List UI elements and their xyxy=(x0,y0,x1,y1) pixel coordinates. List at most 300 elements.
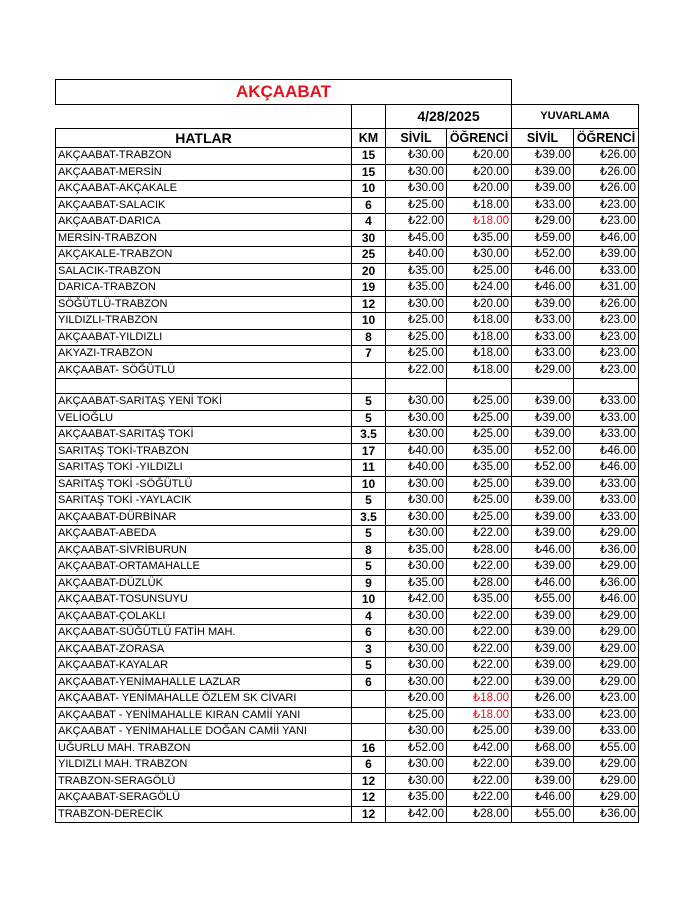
student-rounded-price-cell: ₺36.00 xyxy=(574,806,639,823)
civil-price-cell: ₺22.00 xyxy=(386,362,447,379)
column-header-civil: SİVİL xyxy=(386,129,447,148)
student-rounded-price-cell: ₺55.00 xyxy=(574,740,639,757)
column-header-route: HATLAR xyxy=(56,129,352,148)
civil-price-cell: ₺25.00 xyxy=(386,329,447,346)
km-cell xyxy=(352,707,386,724)
route-cell: SARITAŞ TOKİ -YILDIZLI xyxy=(56,460,352,477)
student-rounded-price-cell: ₺29.00 xyxy=(574,790,639,807)
student-price-cell: ₺25.00 xyxy=(447,509,512,526)
table-row xyxy=(56,148,639,165)
route-cell: AKÇAABAT-SARITAŞ TOKİ xyxy=(56,427,352,444)
civil-rounded-price-cell: ₺52.00 xyxy=(512,247,574,264)
km-cell: 15 xyxy=(352,164,386,181)
table-row xyxy=(56,197,639,214)
civil-rounded-price-cell: ₺46.00 xyxy=(512,575,574,592)
civil-rounded-price-cell: ₺68.00 xyxy=(512,740,574,757)
civil-rounded-price-cell: ₺39.00 xyxy=(512,181,574,198)
student-rounded-price-cell: ₺29.00 xyxy=(574,757,639,774)
student-rounded-price-cell: ₺29.00 xyxy=(574,641,639,658)
student-price-cell: ₺22.00 xyxy=(447,773,512,790)
civil-rounded-price-cell: ₺33.00 xyxy=(512,197,574,214)
route-cell: SALACIK-TRABZON xyxy=(56,263,352,280)
header-km-blank xyxy=(352,105,386,129)
km-cell: 5 xyxy=(352,526,386,543)
fare-table xyxy=(55,104,639,823)
student-rounded-price-cell: ₺46.00 xyxy=(574,230,639,247)
route-cell: AKÇAABAT-TOSUNSUYU xyxy=(56,592,352,609)
km-cell: 9 xyxy=(352,575,386,592)
km-cell: 12 xyxy=(352,296,386,313)
student-rounded-price-cell: ₺23.00 xyxy=(574,707,639,724)
route-cell: AKÇAABAT-ÇOLAKLI xyxy=(56,608,352,625)
table-row xyxy=(56,625,639,642)
student-price-cell: ₺35.00 xyxy=(447,443,512,460)
civil-rounded-price-cell: ₺39.00 xyxy=(512,427,574,444)
civil-price-cell: ₺30.00 xyxy=(386,164,447,181)
km-cell: 10 xyxy=(352,181,386,198)
km-cell: 20 xyxy=(352,263,386,280)
student-price-cell: ₺22.00 xyxy=(447,608,512,625)
civil-rounded-price-cell: ₺39.00 xyxy=(512,658,574,675)
student-price-cell xyxy=(447,379,512,394)
km-cell: 5 xyxy=(352,559,386,576)
civil-rounded-price-cell: ₺33.00 xyxy=(512,329,574,346)
civil-price-cell: ₺40.00 xyxy=(386,443,447,460)
km-cell: 8 xyxy=(352,542,386,559)
civil-rounded-price-cell: ₺39.00 xyxy=(512,641,574,658)
header-blank xyxy=(56,105,352,129)
civil-price-cell: ₺30.00 xyxy=(386,625,447,642)
student-price-cell: ₺18.00 xyxy=(447,214,512,231)
civil-price-cell: ₺20.00 xyxy=(386,691,447,708)
km-cell: 11 xyxy=(352,460,386,477)
km-cell: 8 xyxy=(352,329,386,346)
route-cell: SARITAŞ TOKİ -YAYLACIK xyxy=(56,493,352,510)
table-row xyxy=(56,592,639,609)
student-price-cell: ₺22.00 xyxy=(447,559,512,576)
civil-rounded-price-cell: ₺29.00 xyxy=(512,362,574,379)
table-row xyxy=(56,542,639,559)
km-cell: 6 xyxy=(352,197,386,214)
km-cell xyxy=(352,691,386,708)
student-price-cell: ₺25.00 xyxy=(447,476,512,493)
student-price-cell: ₺30.00 xyxy=(447,247,512,264)
civil-rounded-price-cell: ₺52.00 xyxy=(512,443,574,460)
civil-price-cell: ₺30.00 xyxy=(386,641,447,658)
civil-price-cell: ₺35.00 xyxy=(386,263,447,280)
civil-rounded-price-cell: ₺39.00 xyxy=(512,296,574,313)
civil-rounded-price-cell: ₺39.00 xyxy=(512,526,574,543)
student-price-cell: ₺28.00 xyxy=(447,806,512,823)
km-cell: 10 xyxy=(352,476,386,493)
civil-rounded-price-cell: ₺46.00 xyxy=(512,263,574,280)
civil-rounded-price-cell: ₺33.00 xyxy=(512,313,574,330)
student-price-cell: ₺25.00 xyxy=(447,427,512,444)
civil-price-cell: ₺30.00 xyxy=(386,148,447,165)
route-cell: VELİOĞLU xyxy=(56,410,352,427)
student-price-cell: ₺18.00 xyxy=(447,346,512,363)
civil-price-cell: ₺25.00 xyxy=(386,313,447,330)
student-price-cell: ₺42.00 xyxy=(447,740,512,757)
student-price-cell: ₺18.00 xyxy=(447,691,512,708)
student-rounded-price-cell: ₺33.00 xyxy=(574,509,639,526)
civil-price-cell: ₺30.00 xyxy=(386,181,447,198)
civil-price-cell: ₺45.00 xyxy=(386,230,447,247)
km-cell: 25 xyxy=(352,247,386,264)
table-row xyxy=(56,247,639,264)
route-cell: AKÇAABAT-SERAGÖLÜ xyxy=(56,790,352,807)
civil-rounded-price-cell: ₺39.00 xyxy=(512,148,574,165)
table-row xyxy=(56,362,639,379)
student-rounded-price-cell: ₺23.00 xyxy=(574,329,639,346)
route-cell: AKÇAABAT-AKÇAKALE xyxy=(56,181,352,198)
km-cell xyxy=(352,379,386,394)
civil-rounded-price-cell: ₺39.00 xyxy=(512,625,574,642)
route-cell: AKÇAABAT-SÜĞÜTLÜ FATİH MAH. xyxy=(56,625,352,642)
civil-price-cell: ₺30.00 xyxy=(386,476,447,493)
civil-rounded-price-cell: ₺46.00 xyxy=(512,280,574,297)
table-row xyxy=(56,658,639,675)
route-cell: SARITAŞ TOKİ-TRABZON xyxy=(56,443,352,460)
student-rounded-price-cell: ₺23.00 xyxy=(574,691,639,708)
student-rounded-price-cell: ₺26.00 xyxy=(574,181,639,198)
table-row xyxy=(56,313,639,330)
km-cell: 6 xyxy=(352,757,386,774)
student-price-cell: ₺18.00 xyxy=(447,197,512,214)
route-cell: AKÇAABAT - YENİMAHALLE DOĞAN CAMİİ YANI xyxy=(56,724,352,741)
civil-rounded-price-cell: ₺46.00 xyxy=(512,542,574,559)
route-cell: AKÇAABAT-SALACIK xyxy=(56,197,352,214)
student-price-cell: ₺25.00 xyxy=(447,410,512,427)
km-cell: 5 xyxy=(352,493,386,510)
header-date-row xyxy=(56,105,639,129)
civil-price-cell: ₺30.00 xyxy=(386,724,447,741)
km-cell: 10 xyxy=(352,592,386,609)
civil-rounded-price-cell: ₺52.00 xyxy=(512,460,574,477)
civil-rounded-price-cell: ₺39.00 xyxy=(512,394,574,411)
civil-rounded-price-cell: ₺33.00 xyxy=(512,346,574,363)
student-rounded-price-cell: ₺26.00 xyxy=(574,164,639,181)
route-cell: YILDIZLI-TRABZON xyxy=(56,313,352,330)
civil-price-cell: ₺25.00 xyxy=(386,346,447,363)
column-header-student-rounded: ÖĞRENCİ xyxy=(574,129,639,148)
route-cell: AKÇAABAT-SİVRİBURUN xyxy=(56,542,352,559)
table-row xyxy=(56,476,639,493)
student-rounded-price-cell: ₺23.00 xyxy=(574,197,639,214)
route-cell: AKÇAABAT - YENİMAHALLE KIRAN CAMİİ YANI xyxy=(56,707,352,724)
civil-price-cell xyxy=(386,379,447,394)
table-row xyxy=(56,740,639,757)
civil-price-cell: ₺30.00 xyxy=(386,427,447,444)
civil-price-cell: ₺30.00 xyxy=(386,410,447,427)
km-cell: 15 xyxy=(352,148,386,165)
route-cell: AKÇAABAT-YILDIZLI xyxy=(56,329,352,346)
civil-price-cell: ₺30.00 xyxy=(386,608,447,625)
table-row xyxy=(56,724,639,741)
civil-price-cell: ₺25.00 xyxy=(386,197,447,214)
route-cell: SÖĞÜTLÜ-TRABZON xyxy=(56,296,352,313)
student-rounded-price-cell: ₺33.00 xyxy=(574,724,639,741)
route-cell: AKYAZI-TRABZON xyxy=(56,346,352,363)
student-rounded-price-cell xyxy=(574,379,639,394)
tariff-date: 4/28/2025 xyxy=(386,105,512,129)
table-row xyxy=(56,410,639,427)
table-row xyxy=(56,346,639,363)
civil-rounded-price-cell: ₺39.00 xyxy=(512,608,574,625)
student-rounded-price-cell: ₺33.00 xyxy=(574,263,639,280)
route-cell: AKÇAABAT-YENİMAHALLE LAZLAR xyxy=(56,674,352,691)
km-cell: 16 xyxy=(352,740,386,757)
route-cell: AKÇAABAT- SÖĞÜTLÜ xyxy=(56,362,352,379)
student-price-cell: ₺22.00 xyxy=(447,790,512,807)
student-rounded-price-cell: ₺33.00 xyxy=(574,427,639,444)
civil-rounded-price-cell: ₺39.00 xyxy=(512,476,574,493)
civil-rounded-price-cell: ₺46.00 xyxy=(512,790,574,807)
fare-rows xyxy=(56,148,639,823)
student-price-cell: ₺24.00 xyxy=(447,280,512,297)
table-row xyxy=(56,214,639,231)
student-rounded-price-cell: ₺29.00 xyxy=(574,625,639,642)
table-row xyxy=(56,329,639,346)
table-row xyxy=(56,773,639,790)
km-cell: 12 xyxy=(352,773,386,790)
civil-rounded-price-cell: ₺39.00 xyxy=(512,509,574,526)
table-row xyxy=(56,790,639,807)
civil-rounded-price-cell: ₺39.00 xyxy=(512,559,574,576)
civil-price-cell: ₺35.00 xyxy=(386,575,447,592)
student-rounded-price-cell: ₺39.00 xyxy=(574,247,639,264)
header-columns-row xyxy=(56,129,639,148)
km-cell: 17 xyxy=(352,443,386,460)
student-price-cell: ₺35.00 xyxy=(447,230,512,247)
student-price-cell: ₺22.00 xyxy=(447,658,512,675)
student-rounded-price-cell: ₺33.00 xyxy=(574,410,639,427)
civil-price-cell: ₺30.00 xyxy=(386,526,447,543)
route-cell: AKÇAABAT-KAYALAR xyxy=(56,658,352,675)
civil-price-cell: ₺30.00 xyxy=(386,296,447,313)
civil-price-cell: ₺30.00 xyxy=(386,394,447,411)
route-cell: YILDIZLI MAH. TRABZON xyxy=(56,757,352,774)
route-cell xyxy=(56,379,352,394)
table-row xyxy=(56,230,639,247)
student-price-cell: ₺28.00 xyxy=(447,575,512,592)
table-row xyxy=(56,707,639,724)
student-rounded-price-cell: ₺29.00 xyxy=(574,658,639,675)
km-cell: 6 xyxy=(352,674,386,691)
student-price-cell: ₺35.00 xyxy=(447,460,512,477)
student-price-cell: ₺18.00 xyxy=(447,707,512,724)
civil-rounded-price-cell: ₺55.00 xyxy=(512,592,574,609)
student-rounded-price-cell: ₺36.00 xyxy=(574,575,639,592)
table-row xyxy=(56,608,639,625)
student-price-cell: ₺22.00 xyxy=(447,625,512,642)
table-row xyxy=(56,674,639,691)
student-rounded-price-cell: ₺29.00 xyxy=(574,559,639,576)
student-rounded-price-cell: ₺29.00 xyxy=(574,773,639,790)
km-cell xyxy=(352,362,386,379)
route-cell: AKÇAABAT-DÜRBİNAR xyxy=(56,509,352,526)
table-row xyxy=(56,460,639,477)
table-row xyxy=(56,575,639,592)
civil-price-cell: ₺35.00 xyxy=(386,790,447,807)
km-cell: 4 xyxy=(352,608,386,625)
table-row xyxy=(56,691,639,708)
route-cell: AKÇAABAT-SARITAŞ YENİ TOKİ xyxy=(56,394,352,411)
civil-rounded-price-cell: ₺59.00 xyxy=(512,230,574,247)
table-row xyxy=(56,526,639,543)
student-price-cell: ₺25.00 xyxy=(447,724,512,741)
student-price-cell: ₺25.00 xyxy=(447,394,512,411)
civil-rounded-price-cell: ₺39.00 xyxy=(512,164,574,181)
civil-price-cell: ₺30.00 xyxy=(386,509,447,526)
student-price-cell: ₺35.00 xyxy=(447,592,512,609)
civil-price-cell: ₺30.00 xyxy=(386,674,447,691)
student-rounded-price-cell: ₺36.00 xyxy=(574,542,639,559)
student-rounded-price-cell: ₺23.00 xyxy=(574,362,639,379)
civil-rounded-price-cell: ₺29.00 xyxy=(512,214,574,231)
km-cell: 5 xyxy=(352,394,386,411)
civil-price-cell: ₺30.00 xyxy=(386,493,447,510)
route-cell: AKÇAABAT-MERSİN xyxy=(56,164,352,181)
civil-rounded-price-cell: ₺39.00 xyxy=(512,757,574,774)
km-cell: 5 xyxy=(352,410,386,427)
student-price-cell: ₺22.00 xyxy=(447,674,512,691)
student-rounded-price-cell: ₺26.00 xyxy=(574,296,639,313)
km-cell: 7 xyxy=(352,346,386,363)
student-rounded-price-cell: ₺33.00 xyxy=(574,493,639,510)
table-row xyxy=(56,296,639,313)
route-cell: AKÇAABAT-DÜZLÜK xyxy=(56,575,352,592)
table-row xyxy=(56,263,639,280)
route-cell: AKÇAABAT-ABEDA xyxy=(56,526,352,543)
km-cell: 5 xyxy=(352,658,386,675)
km-cell: 3.5 xyxy=(352,509,386,526)
route-cell: TRABZON-DERECİK xyxy=(56,806,352,823)
table-row xyxy=(56,757,639,774)
civil-rounded-price-cell: ₺39.00 xyxy=(512,724,574,741)
civil-price-cell: ₺35.00 xyxy=(386,542,447,559)
civil-price-cell: ₺35.00 xyxy=(386,280,447,297)
km-cell: 3.5 xyxy=(352,427,386,444)
table-row xyxy=(56,559,639,576)
route-cell: AKÇAABAT-TRABZON xyxy=(56,148,352,165)
route-cell: SARITAŞ TOKİ -SÖĞÜTLÜ xyxy=(56,476,352,493)
student-price-cell: ₺28.00 xyxy=(447,542,512,559)
student-price-cell: ₺22.00 xyxy=(447,641,512,658)
table-row-spacer xyxy=(56,379,639,394)
civil-rounded-price-cell: ₺39.00 xyxy=(512,493,574,510)
civil-rounded-price-cell: ₺39.00 xyxy=(512,674,574,691)
student-price-cell: ₺22.00 xyxy=(447,526,512,543)
table-row xyxy=(56,181,639,198)
civil-price-cell: ₺30.00 xyxy=(386,559,447,576)
route-cell: MERSİN-TRABZON xyxy=(56,230,352,247)
table-row xyxy=(56,394,639,411)
km-cell: 10 xyxy=(352,313,386,330)
km-cell: 12 xyxy=(352,790,386,807)
civil-price-cell: ₺30.00 xyxy=(386,658,447,675)
civil-rounded-price-cell: ₺55.00 xyxy=(512,806,574,823)
table-row xyxy=(56,443,639,460)
civil-price-cell: ₺42.00 xyxy=(386,592,447,609)
student-rounded-price-cell: ₺33.00 xyxy=(574,476,639,493)
student-price-cell: ₺18.00 xyxy=(447,329,512,346)
civil-price-cell: ₺25.00 xyxy=(386,707,447,724)
student-price-cell: ₺18.00 xyxy=(447,313,512,330)
student-price-cell: ₺20.00 xyxy=(447,164,512,181)
route-cell: AKÇAABAT-DARICA xyxy=(56,214,352,231)
km-cell: 30 xyxy=(352,230,386,247)
table-row xyxy=(56,509,639,526)
student-rounded-price-cell: ₺23.00 xyxy=(574,214,639,231)
table-row xyxy=(56,164,639,181)
student-rounded-price-cell: ₺29.00 xyxy=(574,526,639,543)
table-row xyxy=(56,280,639,297)
student-rounded-price-cell: ₺26.00 xyxy=(574,148,639,165)
route-cell: DARICA-TRABZON xyxy=(56,280,352,297)
civil-rounded-price-cell: ₺33.00 xyxy=(512,707,574,724)
student-rounded-price-cell: ₺23.00 xyxy=(574,346,639,363)
civil-price-cell: ₺30.00 xyxy=(386,773,447,790)
column-header-student: ÖĞRENCİ xyxy=(447,129,512,148)
student-rounded-price-cell: ₺46.00 xyxy=(574,592,639,609)
student-rounded-price-cell: ₺29.00 xyxy=(574,608,639,625)
route-cell: AKÇAABAT-ORTAMAHALLE xyxy=(56,559,352,576)
km-cell: 4 xyxy=(352,214,386,231)
route-cell: AKÇAKALE-TRABZON xyxy=(56,247,352,264)
student-price-cell: ₺18.00 xyxy=(447,362,512,379)
km-cell xyxy=(352,724,386,741)
student-rounded-price-cell: ₺29.00 xyxy=(574,674,639,691)
civil-rounded-price-cell: ₺39.00 xyxy=(512,773,574,790)
route-cell: AKÇAABAT-ZORASA xyxy=(56,641,352,658)
km-cell: 12 xyxy=(352,806,386,823)
student-price-cell: ₺20.00 xyxy=(447,296,512,313)
table-row xyxy=(56,493,639,510)
student-price-cell: ₺20.00 xyxy=(447,181,512,198)
route-cell: AKÇAABAT- YENİMAHALLE ÖZLEM SK CİVARI xyxy=(56,691,352,708)
student-rounded-price-cell: ₺31.00 xyxy=(574,280,639,297)
student-price-cell: ₺25.00 xyxy=(447,263,512,280)
civil-price-cell: ₺42.00 xyxy=(386,806,447,823)
km-cell: 19 xyxy=(352,280,386,297)
student-rounded-price-cell: ₺46.00 xyxy=(574,443,639,460)
column-header-civil-rounded: SİVİL xyxy=(512,129,574,148)
sheet-title: AKÇAABAT xyxy=(55,79,512,105)
route-cell: UĞURLU MAH. TRABZON xyxy=(56,740,352,757)
civil-price-cell: ₺40.00 xyxy=(386,247,447,264)
table-row xyxy=(56,641,639,658)
civil-rounded-price-cell: ₺39.00 xyxy=(512,410,574,427)
table-row xyxy=(56,806,639,823)
civil-price-cell: ₺30.00 xyxy=(386,757,447,774)
student-price-cell: ₺25.00 xyxy=(447,493,512,510)
route-cell: TRABZON-SERAGÖLÜ xyxy=(56,773,352,790)
km-cell: 6 xyxy=(352,625,386,642)
civil-price-cell: ₺40.00 xyxy=(386,460,447,477)
rounding-header: YUVARLAMA xyxy=(512,105,639,129)
civil-rounded-price-cell: ₺26.00 xyxy=(512,691,574,708)
civil-price-cell: ₺22.00 xyxy=(386,214,447,231)
km-cell: 3 xyxy=(352,641,386,658)
student-price-cell: ₺20.00 xyxy=(447,148,512,165)
student-rounded-price-cell: ₺46.00 xyxy=(574,460,639,477)
civil-rounded-price-cell xyxy=(512,379,574,394)
column-header-km: KM xyxy=(352,129,386,148)
student-rounded-price-cell: ₺23.00 xyxy=(574,313,639,330)
student-price-cell: ₺22.00 xyxy=(447,757,512,774)
student-rounded-price-cell: ₺33.00 xyxy=(574,394,639,411)
